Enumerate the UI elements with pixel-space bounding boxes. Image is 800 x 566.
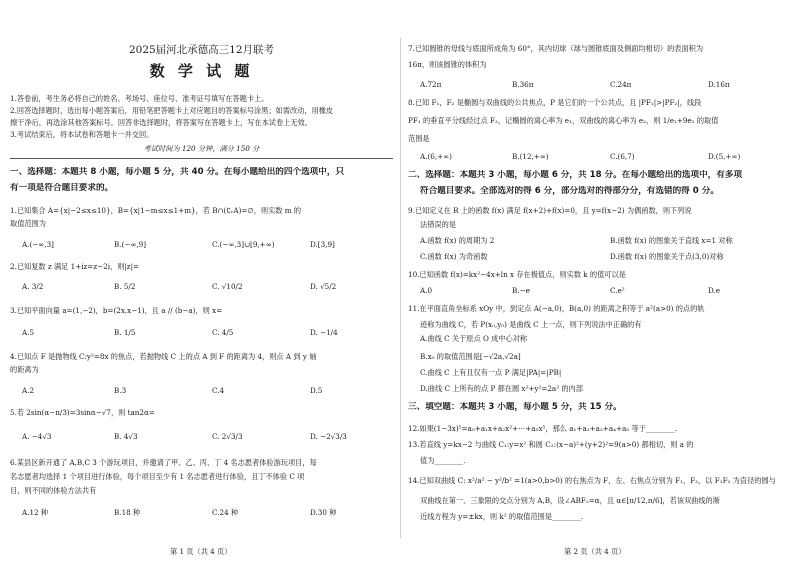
q5-option-a: A. −4√3: [22, 432, 52, 441]
q9-stem: 9.已知定义在 R 上的函数 f(x) 满足 f(x+2)+f(x)=0，且 y=f(x−2) 为偶函数，则下列说: [408, 206, 692, 215]
q11-option-d: D.曲线 C 上所有的点 P 都在圆 x²+y²=2a² 的内部: [420, 384, 583, 393]
q8-stem-3: 范围是: [408, 134, 430, 143]
q4-option-a: A.2: [22, 386, 35, 395]
q8-option-c: C.(6,7): [610, 152, 635, 161]
q8-option-b: B.(12,+∞): [512, 152, 549, 161]
q7-option-c: C.24π: [610, 80, 632, 89]
q8-stem-2: PF₁ 的垂直平分线经过点 F₂，记椭圆的离心率为 e₁，双曲线的离心率为 e₂，则 1/e₁+9e₂ 的取值: [408, 116, 719, 125]
q10-option-a: A.0: [420, 286, 433, 295]
page-2-footer: 第 2 页（共 4 页）: [564, 547, 626, 556]
q4-stem: 4.已知点 F 是抛物线 C:y²=8x 的焦点，若抛物线 C 上的点 A 到 F 的距离为 4，则点 A 到 y 轴: [10, 352, 317, 361]
q14-stem-2: 双曲线在第一、三象限的交点分别为 A,B，设∠ABF₂=α，且 α∈[π/12,π/6]，若该双曲线的渐: [420, 496, 720, 505]
header-rule: [10, 158, 393, 159]
q6-option-b: B.18 种: [114, 508, 141, 517]
page-divider: [400, 38, 401, 538]
section-3-title: 三、填空题：本题共 3 小题，每小题 5 分，共 15 分。: [408, 402, 622, 412]
q9-option-b: B.函数 f(x) 的图象关于直线 x=1 对称: [610, 236, 733, 245]
q7-stem-2: 16π，则该圆锥的体积为: [408, 60, 487, 69]
q1-stem-2: 取值范围为: [10, 219, 46, 228]
q10-option-d: D.e: [708, 286, 721, 295]
q1-option-b: B.(−∞,9]: [114, 240, 147, 249]
q1-option-d: D.[3,9]: [310, 240, 335, 249]
q14-stem-3: 近线方程为 y=±kx，则 k² 的取值范围是________.: [420, 512, 584, 521]
subject-heading: 数 学 试 题: [149, 62, 254, 80]
q2-stem: 2.已知复数 z 满足 1+iz=z−2i，则|z|=: [10, 262, 140, 271]
q3-option-b: B. 1/5: [114, 328, 136, 337]
q11-option-a: A.曲线 C 关于原点 O 成中心对称: [420, 334, 528, 343]
q6-stem-2: 名志愿者均选择 1 个项目进行体验，每个项目至少有 1 名志愿者进行体验，且丁不体验 C 项: [10, 472, 305, 481]
instruction-2b: 擦干净后，再选涂其他答案标号。回答非选择题时，将答案写在答题卡上，写在本试卷上无效。: [10, 118, 312, 127]
q2-option-c: C. √10/2: [212, 282, 243, 291]
q3-option-d: D. −1/4: [310, 328, 338, 337]
q1-option-c: C.(−∞,3]∪[9,+∞): [212, 240, 275, 249]
q3-option-c: C. 4/5: [212, 328, 234, 337]
q11-option-c: C.曲线 C 上有且仅有一点 P 满足|PA|=|PB|: [420, 368, 562, 377]
q11-stem-2: 迹称为曲线 C，若 P(x₀,y₀) 是曲线 C 上一点，则下列说法中正确的有: [420, 320, 642, 329]
time-score: 考试时间为 120 分钟，满分 150 分: [143, 144, 260, 153]
q6-stem: 6.某县区新开通了 A,B,C 3 个游玩项目，并邀请了甲、乙、丙、丁 4 名志愿者体验游玩项目，每: [10, 458, 317, 467]
section-1-title: 一、选择题：本题共 8 小题，每小题 5 分，共 40 分。在每小题给出的四个选项中，只: [10, 167, 345, 177]
page-1-footer: 第 1 页（共 4 页）: [170, 547, 232, 556]
q9-option-c: C.函数 f(x) 为奇函数: [420, 252, 488, 261]
exam-title: 2025届河北承德高三12月联考: [128, 44, 275, 56]
q1-option-a: A.(−∞,3]: [22, 240, 54, 249]
q8-stem: 8.已知 F₁，F₂ 是椭圆与双曲线的公共焦点，P 是它们的一个公共点，且 |PF₁|>|PF₂|，线段: [408, 98, 702, 107]
q12-stem: 12.如果(1−3x)⁵=a₀+a₁x+a₂x²+⋯+a₅x⁵，那么 a₁+a₂+a₃+a₄+a₅ 等于________.: [408, 424, 677, 433]
q5-option-c: C. 2√3/3: [212, 432, 243, 441]
page-2: [408, 0, 792, 566]
q6-option-d: D.30 种: [310, 508, 337, 517]
instruction-1: 1.答卷前，考生务必将自己的姓名、考场号、座位号、准考证号填写在答题卡上。: [10, 94, 269, 103]
q2-option-d: D. √5/2: [310, 282, 337, 291]
q11-option-b: B.x₀ 的取值范围是[−√2a,√2a]: [420, 352, 521, 361]
q1-stem: 1.已知集合 A={x|−2≤x≤10}，B={x|1−m≤x≤1+m}，若 B∩(∁ᵣA)=∅，则实数 m 的: [10, 206, 302, 215]
q8-option-d: D.(5,+∞): [708, 152, 741, 161]
q4-option-d: D.5: [310, 386, 323, 395]
q5-option-d: D. −2√3/3: [310, 432, 347, 441]
q6-stem-3: 目，则不同的体验方法共有: [10, 486, 97, 495]
q6-option-c: C.24 种: [212, 508, 239, 517]
q5-stem: 5.若 2sin(α−π/3)=3sinα−√7，则 tan2α=: [10, 408, 155, 417]
q10-option-c: C.e²: [610, 286, 625, 295]
instruction-2: 2.回答选择题时，选出每小题答案后，用铅笔把答题卡上对应题目的答案标号涂黑；如需改动，用橡皮: [10, 106, 334, 115]
q5-option-b: B. 4√3: [114, 432, 138, 441]
q9-option-d: D.函数 f(x) 的图象关于点(3,0)对称: [610, 252, 724, 261]
q10-option-b: B.−e: [512, 286, 530, 295]
q13-stem-2: 值为________.: [420, 456, 466, 465]
q3-stem: 3.已知平面向量 a=(1,−2)，b=(2x,x−1)，且 a // (b−a)，则 x=: [10, 306, 223, 315]
page-1: [10, 0, 393, 566]
q2-option-b: B. 5/2: [114, 282, 136, 291]
section-2-title: 二、选择题：本题共 3 小题，每小题 6 分，共 18 分。在每小题给出的选项中，有多项: [408, 170, 743, 180]
q4-stem-2: 的距离为: [10, 365, 39, 374]
section-1-title-2: 有一项是符合题目要求的。: [10, 183, 114, 193]
q3-option-a: A.5: [22, 328, 35, 337]
q4-option-b: B.3: [114, 386, 127, 395]
q14-stem: 14.已知双曲线 C: x²/a² − y²/b² =1(a>0,b>0) 的右焦点为 F，左、右焦点分别为 F₁，F₂，以 F₁F₂ 为直径的圆与: [408, 476, 776, 485]
q11-stem: 11.在平面直角坐标系 xOy 中，到定点 A(−a,0)，B(a,0) 的距离之积等于 a²(a>0) 的点的轨: [408, 304, 705, 313]
q6-option-a: A.12 种: [22, 508, 49, 517]
section-2-title-2: 符合题目要求。全部选对的得 6 分，部分选对的得部分分，有选错的得 0 分。: [420, 186, 719, 196]
q4-option-c: C.4: [212, 386, 225, 395]
q8-option-a: A.(6,+∞): [420, 152, 452, 161]
q9-option-a: A.函数 f(x) 的周期为 2: [420, 236, 495, 245]
q7-option-d: D.16π: [708, 80, 730, 89]
q7-option-a: A.72π: [420, 80, 442, 89]
q9-stem-2: 法错误的是: [420, 220, 456, 229]
q13-stem: 13.若直线 y=kx−2 与曲线 C₁:y=x² 和圆 C₂:(x−a)²+(y+2)²=9(a>0) 都相切，则 a 的: [408, 440, 694, 449]
q2-option-a: A. 3/2: [22, 282, 44, 291]
instruction-3: 3.考试结束后，将本试卷和答题卡一并交回。: [10, 130, 154, 139]
q7-stem: 7.已知圆锥的母线与底面所成角为 60°，其内切球（球与圆锥底面及侧面均相切）的表面积为: [408, 44, 704, 53]
q7-option-b: B.36π: [512, 80, 534, 89]
q10-stem: 10.已知函数 f(x)=kx²−4x+ln x 存在极值点，则实数 k 的值可以是: [408, 270, 626, 279]
